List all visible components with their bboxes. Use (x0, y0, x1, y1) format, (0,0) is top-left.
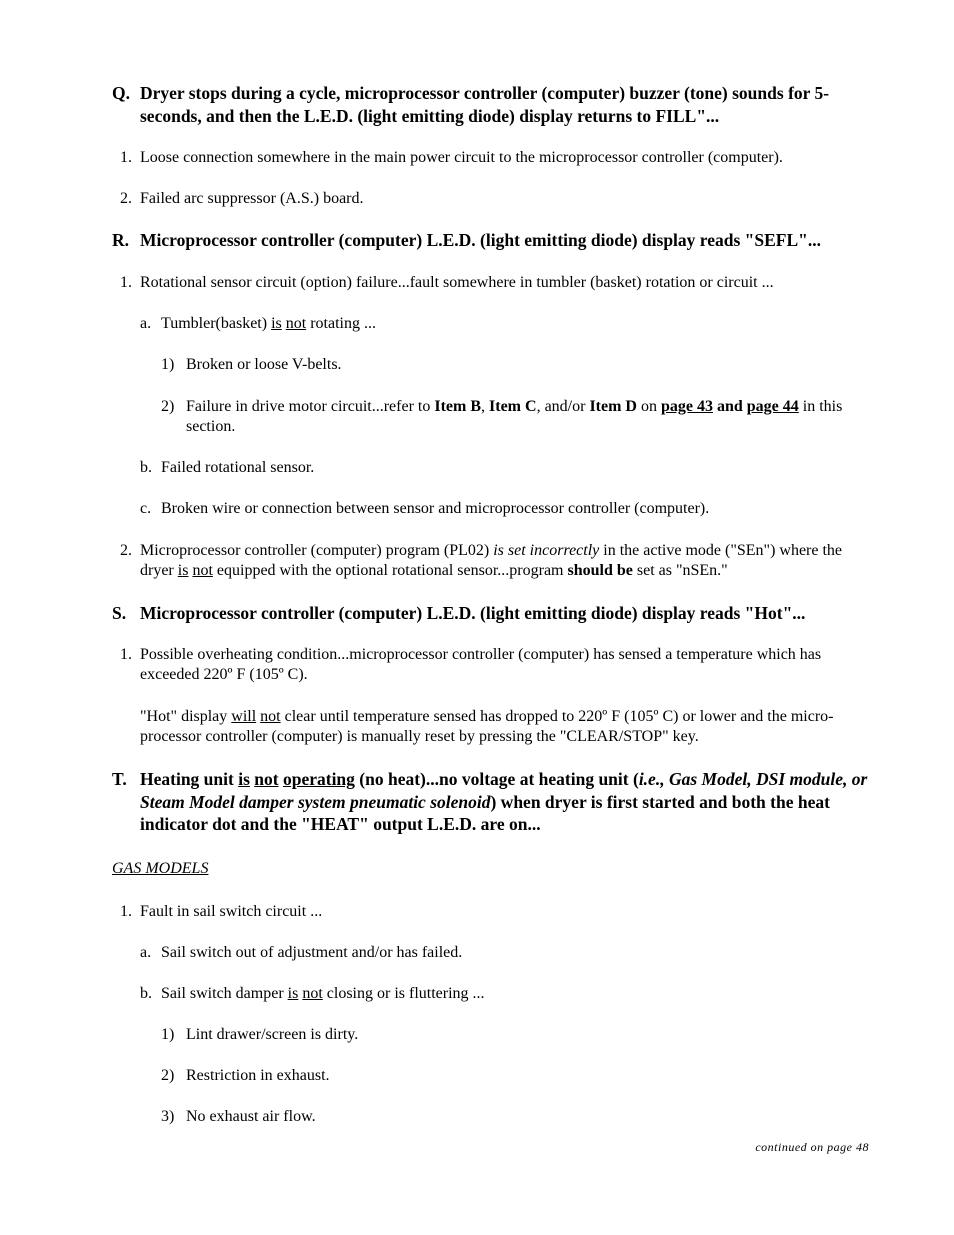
item-text: Failed arc suppressor (A.S.) board. (140, 190, 364, 207)
hot-display-note: "Hot" display will not clear until temperature sensed has dropped to 220º F (105º C) or lower and the micro-processor controller (computer) is manually reset by pressing the "CLEAR/STOP" key. (140, 708, 834, 745)
section-q-title: Dryer stops during a cycle, microprocessor controller (computer) buzzer (tone) sounds for 5-seconds, and then the L.E.D. (light emitting diode) display returns to FILL"... (140, 83, 830, 126)
section-s-title: Microprocessor controller (computer) L.E.D. (light emitting diode) display reads "Hot"... (140, 603, 806, 623)
sub-item-b (140, 984, 872, 1004)
sub-item-text: Failed rotational sensor. (161, 459, 315, 476)
item-c-ref: Item C (489, 398, 537, 415)
list-item (112, 148, 872, 168)
sub-sub-item-number: 2) (161, 1067, 175, 1084)
sub-sub-item-text: Failure in drive motor circuit...refer to Item B, Item C, and/or Item D on page 43 and page 44 in this section. (186, 398, 843, 435)
item-number: 1. (120, 149, 132, 166)
sub-sub-item-number: 1) (161, 356, 175, 373)
list-item (112, 189, 872, 209)
sub-item-a (140, 943, 872, 963)
section-q-heading (112, 82, 872, 127)
sub-sub-item (161, 1066, 872, 1086)
item-text: Possible overheating condition...microprocessor controller (computer) has sensed a temperature which has exceeded 220º F (105º C). (140, 646, 822, 683)
sub-sub-item-number: 1) (161, 1026, 175, 1043)
sub-item-a (140, 314, 872, 334)
sub-item-text: Broken wire or connection between sensor and microprocessor controller (computer). (161, 500, 710, 517)
sub-sub-item-text: Lint drawer/screen is dirty. (186, 1026, 359, 1043)
sub-sub-item-text: No exhaust air flow. (186, 1108, 316, 1125)
gas-models-heading: GAS MODELS (112, 860, 209, 877)
item-text: Fault in sail switch circuit ... (140, 903, 323, 920)
sub-sub-item-number: 2) (161, 398, 175, 415)
page-44-link[interactable]: page 44 (746, 398, 799, 415)
item-number: 2. (120, 190, 132, 207)
sub-item-text: Tumbler(basket) is not rotating ... (161, 315, 376, 332)
section-r-letter: R. (112, 230, 130, 250)
sub-sub-item-text: Restriction in exhaust. (186, 1067, 330, 1084)
sub-sub-item (161, 397, 872, 437)
sub-sub-item-number: 3) (161, 1108, 175, 1125)
section-t-title: Heating unit is not operating (no heat)...no voltage at heating unit (i.e., Gas Model, DSI module, or Steam Model damper system pneumatic solenoid) when dryer is first started and both the heat indicator dot and the "HEAT" output L.E.D. are on... (140, 769, 868, 834)
item-d-ref: Item D (589, 398, 637, 415)
item-number: 2. (120, 542, 132, 559)
section-s-heading (112, 602, 872, 625)
sub-item-letter: c. (140, 500, 152, 517)
section-q-letter: Q. (112, 83, 130, 103)
list-item (112, 541, 872, 581)
sub-item-letter: b. (140, 985, 152, 1002)
sub-sub-item-text: Broken or loose V-belts. (186, 356, 342, 373)
sub-sub-item (161, 355, 872, 375)
section-t-heading (112, 768, 872, 836)
page-43-link[interactable]: page 43 (660, 398, 713, 415)
sub-item-letter: a. (140, 315, 152, 332)
continued-footer: continued on page 48 (755, 1140, 869, 1154)
item-number: 1. (120, 646, 132, 663)
section-r-heading (112, 229, 872, 252)
sub-item-text: Sail switch damper is not closing or is fluttering ... (161, 985, 485, 1002)
list-item (112, 902, 872, 922)
item-b-ref: Item B (434, 398, 482, 415)
item-number: 1. (120, 274, 132, 291)
list-item (112, 645, 872, 685)
list-item (112, 273, 872, 293)
sub-sub-item (161, 1025, 872, 1045)
item-text: Loose connection somewhere in the main power circuit to the microprocessor controller (computer). (140, 149, 783, 166)
section-t-letter: T. (112, 769, 127, 789)
section-r-title: Microprocessor controller (computer) L.E.D. (light emitting diode) display reads "SEFL"... (140, 230, 821, 250)
sub-item-c (140, 499, 872, 519)
sub-item-letter: a. (140, 944, 152, 961)
item-text: Rotational sensor circuit (option) failure...fault somewhere in tumbler (basket) rotation or circuit ... (140, 274, 774, 291)
sub-sub-item (161, 1107, 872, 1127)
item-text: Microprocessor controller (computer) program (PL02) is set incorrectly in the active mode ("SEn") where the dryer is not equipped with the optional rotational sensor...program should be set as "nSEn." (140, 542, 843, 579)
sub-item-b (140, 458, 872, 478)
sub-item-letter: b. (140, 459, 152, 476)
sub-item-text: Sail switch out of adjustment and/or has failed. (161, 944, 463, 961)
item-number: 1. (120, 903, 132, 920)
section-s-letter: S. (112, 603, 127, 623)
